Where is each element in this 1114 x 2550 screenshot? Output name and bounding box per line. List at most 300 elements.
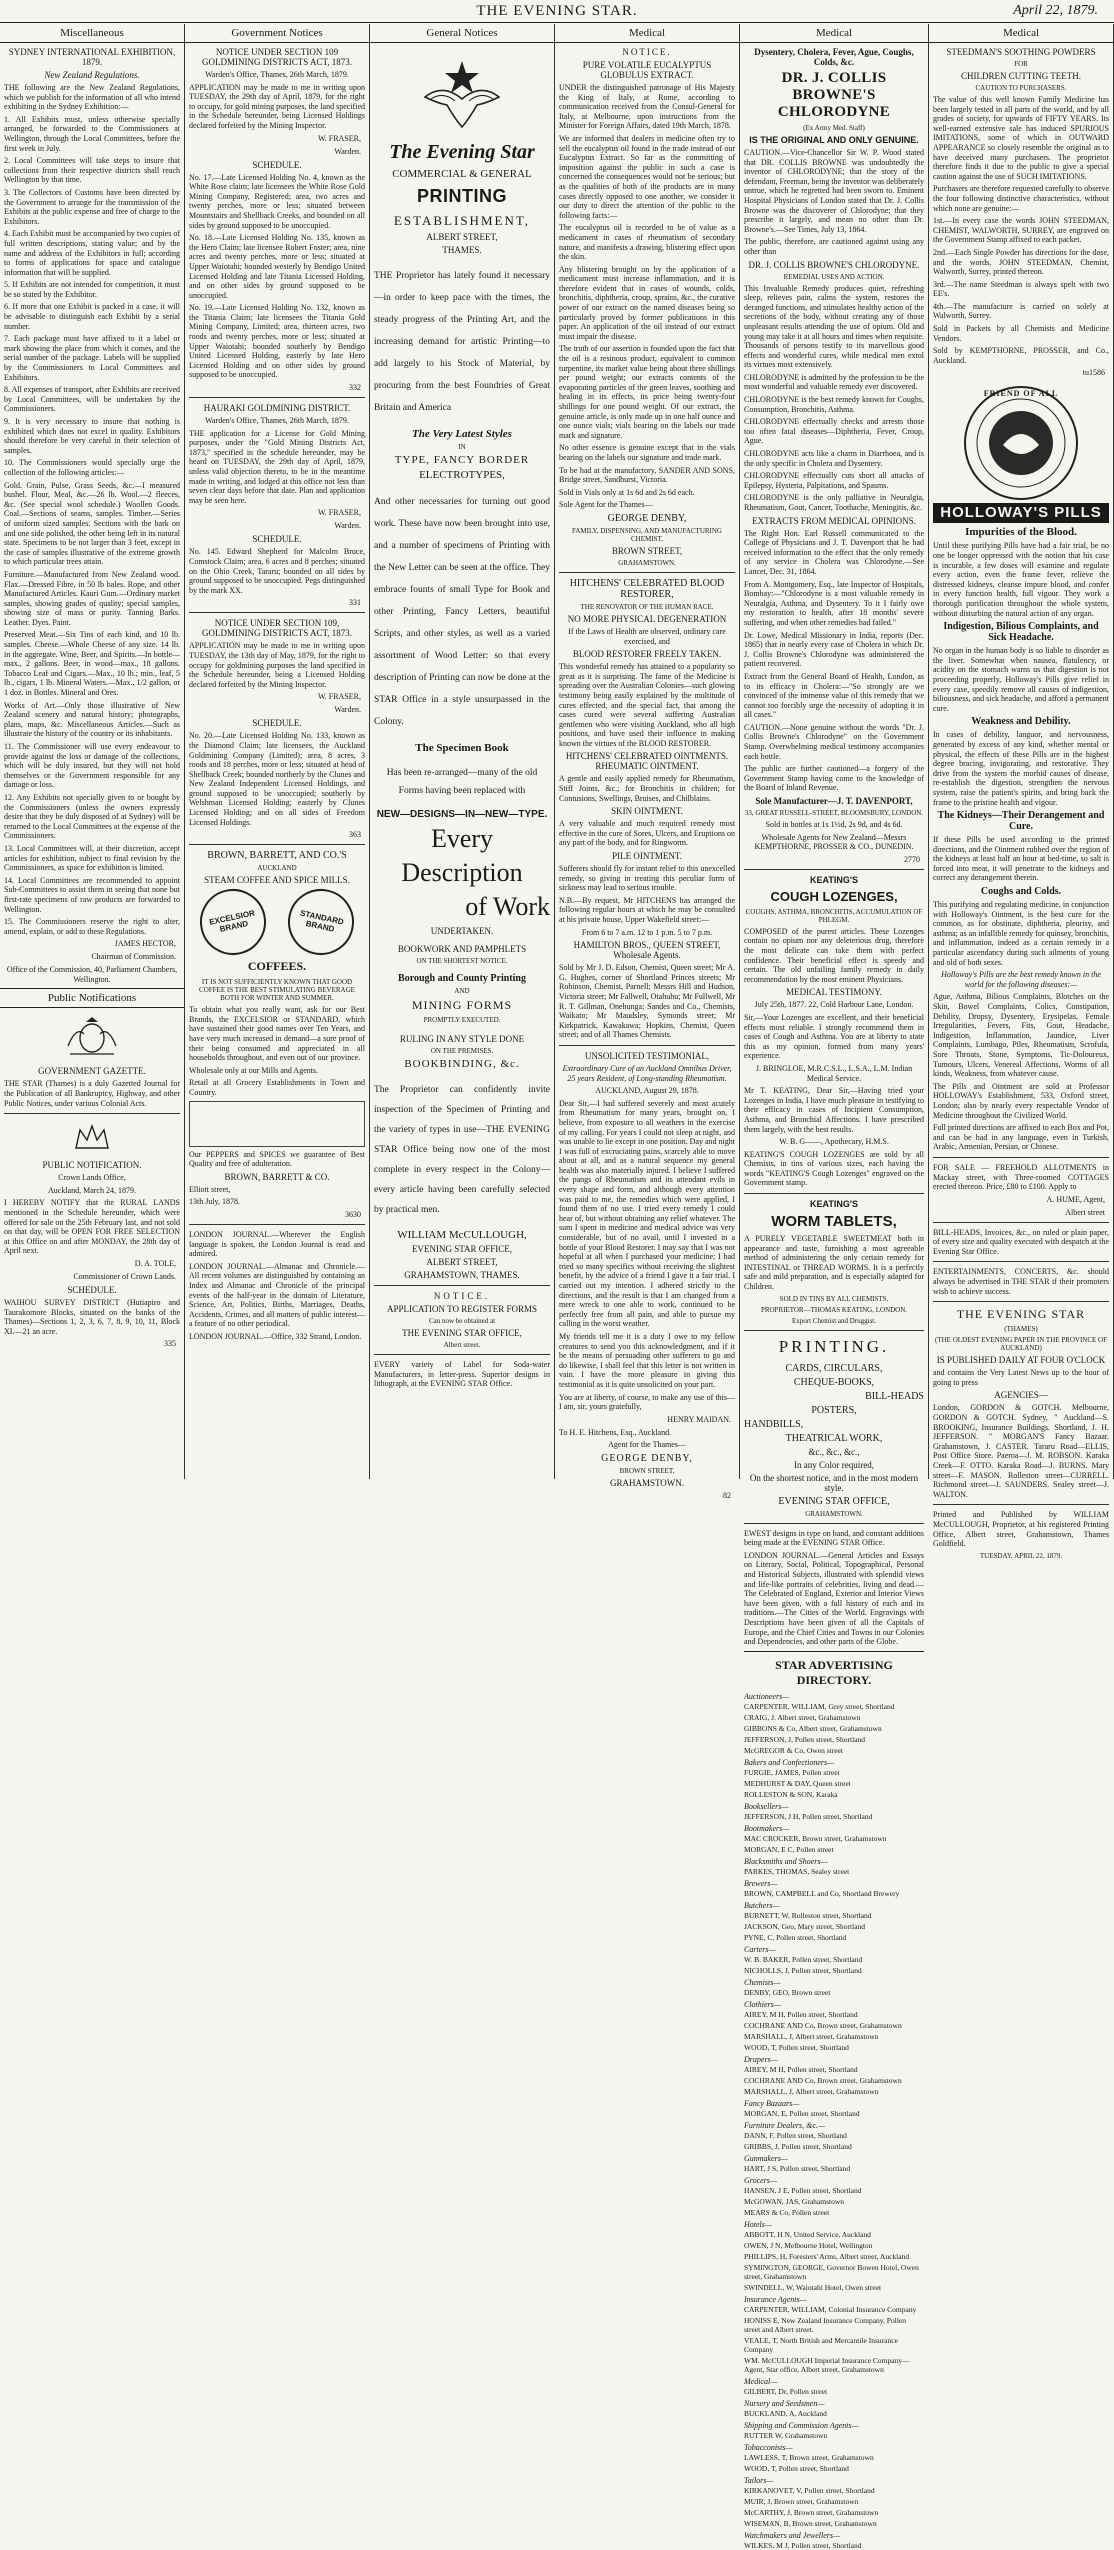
article-subheading: STEAM COFFEE AND SPICE MILLS. [204,875,350,886]
paragraph: Mr T. KEATING, Dear Sir,—Having tried your Lozenges in India, I have much pleasure in testifying to their efficacy in cases of Incipient Consumption, Asthma, and Bronchial Affections. I have prescribed them largely, with the best results. [744,1086,924,1134]
directory-entry: McGOWAN, JAS, Grahamstown [744,2196,844,2206]
office-line: Warden's Office, Thames, 26th March, 1879. [205,416,349,426]
directory-entry: McGREGOR & Co, Owen street [744,1745,843,1755]
divider [744,869,924,870]
paragraph: KEATING'S COUGH LOZENGES are sold by all Chemists, in tins of various sizes, each having the words "KEATING'S Cough Lozenges" engraved on the Government stamp. [744,1149,924,1188]
heading: Every [430,824,494,853]
paragraph: 4th.—The manufacture is carried on solely at Walworth, Surrey. [933,301,1109,321]
paragraph: CHLORODYNE effectually cuts short all attacks of Epilepsy, Hysteria, Palpitations, and Spasms. [744,471,924,490]
article-subheading: COUGHS, ASTHMA, BRONCHITIS, ACCUMULATION OF PHLEGM. [745,907,923,924]
paragraph: This wonderful remedy has attained to a popularity so great as it is surprising. The fame of the Medicine is spreading over the Australian Colonies—such glowing testimony being easily explained by the multitude of cures effected, and the special fact, that among the cases cured were several suffering Australian gentlemen who were visiting Auckland, who all high positions, and have used their influence in making known the virtues of the BLOOD RESTORER. [559,662,735,748]
printing-item: POSTERS, [811,1404,857,1416]
signature: Warden. [334,705,361,715]
printing-item: CHEQUE-BOOKS, [793,1376,875,1388]
heading: PROMPTLY EXECUTED. [423,1016,501,1024]
paragraph: Sold by KEMPTHORNE, PROSSER, and Co., Auckland. [933,346,1109,365]
paragraph: Sir,—Your Lozenges are excellent, and their beneficial effects most reliable. I strongly recommend them in cases of Cough and Asthma. You are at liberty to state this as my opinion, formed from many years' experience. [744,1012,924,1061]
paragraph: You are at liberty, of course, to make any use of this—I am, sir, yours gratefully, [559,1392,735,1412]
paragraph: THE application for a License for Gold Mining purposes, under the "Gold Mining Districts Act, 1873," specified in the schedule hereunder, may be heard on TUESDAY, the 29th day of April, 1879, unless valid objection thereto, to be in the meantime made in writing, and lodged at this office not less than seven clear days before that date. Plan and application may be seen here. [189,428,365,505]
divider [933,1261,1109,1262]
directory-entry: GRIBBS, J, Pollen street, Shortland [744,2141,852,2151]
directory-category: Gunmakers— [744,2153,788,2163]
ad-number: 2770 [904,854,920,864]
paragraph: And other necessaries for turning out good work. These have now been brought into use, and a number of specimens of Printing with the New Letter can be seen at the office. They embrace founts of small Type for Book and other Printing, Fancy Letters, beautiful Scripts, and other styles, as well as a varied assortment of Wood Letter: so that every description of Printing can now be done at the STAR Office in a style unsurpassed in the Colony. [374,496,550,727]
paragraph: 11. The Commissioner will use every endeavour to provide against the loss or damage of the collections, which will be duly insured, but they will not hold themselves or the Government responsible for any damage or loss. [4,742,180,790]
paragraph: CHLORODYNE acts like a charm in Diarrhoea, and is the only specific in Cholera and Dysentery. [744,449,924,468]
paragraph: ENTERTAINMENTS, CONCERTS, &c. should always be advertised in THE STAR if their promoters wish to achieve success. [933,1267,1109,1296]
directory-category: Medical— [744,2376,778,2386]
signature: Commissioner of Crown Lands. [73,1272,176,1281]
divider [374,1285,550,1286]
directory-entry: W. B. BAKER, Pollen street, Shortland [744,1954,863,1964]
paragraph: 14. Local Committees are recommended to appoint Sub-Committees to assist them in seeing that none but first-rate specimens of raw products are forwarded to Wellington. [4,875,180,914]
directory-entry: FURGIE, JAMES, Pollen street [744,1767,840,1777]
directory-category: Carters— [744,1944,776,1954]
printing-item: In any Color required, [794,1459,874,1470]
directory-title: STAR ADVERTISING DIRECTORY. [775,1657,893,1687]
article-subheading: If the Laws of Health are observed, ordinary care exercised, and [568,626,726,646]
heading: WILLIAM McCULLOUGH, [397,1229,527,1241]
masthead-title: THE EVENING STAR. [476,3,638,19]
directory-entry: ROLLESTON & SON, Karaka [744,1789,838,1799]
directory-list [744,1692,924,2550]
printing-item: &c., &c., &c., [808,1446,860,1457]
signature: Chairman of Commission. [91,952,176,962]
column-heading: General Notices [370,24,554,43]
schedule-heading: SCHEDULE. [252,534,302,545]
paragraph: No. 18.—Late Licensed Holding No. 135, known as the Hero Claim; late licensee Robert Foster; area, nine acres and twenty perches, more or less; situated at Upper Waiotahi; bounded westerly by Bendigo United Licensed Holding and late Titania Licensed Holding, and on other sides by ground supposed to be unoccupied. [189,233,365,300]
directory-entry: RUTTER W, Grahamstown [744,2430,828,2440]
article-heading: COUGH LOZENGES, [770,888,898,904]
printing-item: THEATRICAL WORK, [785,1432,883,1444]
directory-entry: SWINDELL, W, Waiotahi Hotel, Owen street [744,2282,882,2292]
directory-entry: OWEN, J N, Melbourne Hotel, Wellington [744,2240,873,2250]
article-subheading: REMEDIAL USES AND ACTION. [783,272,885,281]
article-heading: CHILDREN CUTTING TEETH. [960,71,1082,81]
paragraph: 12. Any Exhibits not specially given to or bought by the Commissioners (unless the owners expressly desire that they be duly disposed of at Sydney) will be returned to the Local Committees at the expense of the Commissioners. [4,792,180,841]
article-heading: Weakness and Debility. [971,716,1071,728]
paragraph: BILL-HEADS, Invoices, &c., on ruled or plain paper, of every size and quality executed with despatch at the Evening Star Office. [933,1227,1109,1256]
paragraph: In cases of debility, languor, and nervousness, generated by excess of any kind, whether mental or physical, the effects of these Pills are in the highest degree bracing, invigorating, and restorative. They drive from the system the morbid causes of disease, re-establish the digestion, strengthen the nervous system, raise the patient's spirits, and bring back the frame to the pristine health and vigour. [933,730,1109,807]
schedule-heading: SCHEDULE. [252,718,302,729]
date-line: Auckland, March 24, 1879. [48,1185,136,1195]
heading: BROWN STREET, [611,545,683,556]
signature: J. BRINGLOE, M.R.C.S.L., L.S.A., L.M. Indian Medical Service. [755,1063,913,1083]
divider [933,1301,1109,1302]
column-heading: Miscellaneous [0,24,184,43]
article-subheading: New Zealand Regulations. [44,70,140,80]
seal-emblem-icon [961,383,1081,503]
article-subheading: IT IS NOT SUFFICIENTLY KNOWN THAT GOOD COFFEE IS THE BEST STIMULATING BEVERAGE BOTH FOR WINTER AND SUMMER. [199,978,355,1003]
directory-category: Tailors— [744,2475,774,2485]
directory-entry: PYNE, C, Pollen street, Shortland [744,1932,847,1942]
directory-entry: MORGAN, E, Pollen street, Shortland [744,2108,860,2118]
directory-entry: VEALE, T, North British and Mercantile Insurance Company [744,2335,898,2354]
paragraph: COMPOSED of the purest articles. These Lozenges contain no opium nor any deleterious drug, therefore the most delicate can take them with perfect confidence. Their beneficial effect is speedy and certain. The old unfailing family remedy in daily recommendation by the most eminent Physicians. [744,926,924,984]
directory-category: Brewers— [744,1878,778,1888]
article-heading: BROWN, BARRETT, AND CO.'S [207,850,347,862]
divider [933,1157,1109,1158]
heading: PRINTING [416,186,507,206]
paragraph: The truth of our assertion is founded upon the fact that the oil is a resinous product, equivalent to common turpentine, its market value being about three shillings per pound weight; our extracts contents of the evaporating particles of the green leaves, soothing and healing in its effects, its price being twenty-four shillings for one pound weight. Of our extract, the genuine article, is only made up in one half ounce and one ounce vials; vials bearing on the labels our trade mark and signature. [559,344,735,440]
article-heading: THE EVENING STAR [956,1307,1086,1322]
directory-category: Tobacconists— [744,2442,793,2452]
price-line: Sold in bottles at 1s 1½d, 2s 9d, and 4s 6d. [765,820,903,830]
directory-entry: MORGAN, E C, Pollen street [744,1844,834,1854]
paragraph: 7. Each package must have affixed to it a label or mark showing the place from which it comes, and the serial number of the package. Labels will be supplied by the Commissioners to Local Committees and Exhibitors. [4,334,180,382]
signature: W. FRASER, [317,133,361,143]
article-heading: HAURAKI GOLDMINING DISTRICT. [203,403,351,414]
crown-icon [72,1122,112,1152]
column-heading: Medical [929,24,1113,43]
article-heading: NO MORE PHYSICAL DEGENERATION [567,613,727,624]
ad-number: 3630 [345,1209,361,1219]
article-heading: BLOOD RESTORER FREELY TAKEN. [572,649,722,660]
directory-category: Clothiers— [744,1999,781,2009]
ad-number: 335 [164,1339,176,1349]
paragraph: No. 17.—Late Licensed Holding No. 4, known as the White Rose claim; late licensees the White Rose Gold Mining Company, Registered; area, two acres and twenty perches, more or less; situated between Mountstairs and Shellback Creeks, and bounded on all sides by ground supposed to be unoccupied. [189,172,365,230]
paragraph: CAUTION.—Vice-Chancellor Sir W. P. Wood stated that DR. COLLIS BROWNE was undoubtedly the inventor of CHLORODYNE; that the story of the defendant, Freeman, being the inventor was deliberately untrue, which he regretted had been sworn to. Eminent Hospital Physicians of London stated that Dr. J. Collis Browne was the discoverer of Chlorodyne; that they prescribe it largely, and mean no other than Dr. Browne's.—See Times, July 13, 1864. [744,148,924,234]
article-heading: UNSOLICITED TESTIMONIAL, [584,1050,710,1061]
divider [744,1523,924,1524]
paragraph: LONDON JOURNAL.—Almanac and Chronicle.—All recent volumes are distinguished by containing an Index and Almanac and Chronicle of the principal events of the half-year in the domain of Literature, Science, Art, Politics, Births, Marriages, Deaths, Accidents, Crimes, and all matters of public interest—a feature of no other periodical. [189,1261,365,1329]
article-heading: IS THE ORIGINAL AND ONLY GENUINE. [749,135,919,145]
article-heading: HAMILTON BROS., QUEEN STREET, Wholesale Agents. [573,940,721,961]
article-heading: The Kidneys—Their Derangement and Cure. [937,810,1105,833]
paragraph: 6. If more that one Exhibit is packed in a case, it will be advisable to distinguish each Exhibit by a serial number. [4,302,180,331]
date-line: 13th July, 1878. [189,1197,241,1207]
directory-entry: JEFFERSON, J, Pollen street, Shortland [744,1734,866,1744]
directory-entry: MUIR, J, Brown street, Grahamstown [744,2496,859,2506]
directory-entry: CARPENTER, WILLIAM, Colonial Insurance Company [744,2304,917,2314]
paragraph: No. 145. Edward Shepherd for Malcolm Bruce, Comstock Claim; area, 6 acres and 8 perches; situated on the Ohio Creek, Tararu; bounded on all sides by ground supposed to be unoccupied. Pegs distinguished by the mark XX. [189,547,365,595]
directory-entry: WILKES, M J, Pollen street, Shortland [744,2540,862,2550]
column-medical-2 [740,24,929,2550]
signature: Albert street [1065,1207,1105,1217]
directory-entry: COCHRANE AND Co, Brown street, Grahamstown [744,2020,902,2030]
paragraph: Preserved Meat.—Six Tins of each kind, and 10 lb. samples. Cheese.—Whole Cheese of any size. 14 lb. in the aggregate. Wine, Beer, and Spirits.—In bottle—max., 2 gallons. Beer, in wood—max., 18 gallons. Tobacco Leaf and Cigars.—Max., 10 lb.; min., leaf, 5 lb., cigars, 1 lb. Mineral Waters.—Max., 1/2 gallon, or 1 doz. in Bottles. Mineral and Ores. [4,630,180,698]
article-heading: HITCHENS' CELEBRATED BLOOD RESTORER, [569,577,725,600]
article-heading: WORM TABLETS, [771,1213,897,1231]
paragraph: If these Pills be used according to the printed directions, and the Ointment rubbed over the region of the kidneys at least half an hour at bed-time, so salt is forced into meat, it will penetrate to the kidneys and correct any derangement therein. [933,835,1109,883]
signature: JAMES HECTOR, [114,939,176,949]
agent-line: Sole Agent for the Thames— [559,500,653,510]
paragraph: Any blistering brought on by the application of a medicament must increase inflammation, and it is therefore evident that in cases of wounds, colds, bronchitis, diphtheria, croup, sprains, &c., the curative power of our extract on the named diseases being so particularly proved by former publications in this paper. An application of the oil instead of our extract must impair the disease. [559,264,735,341]
column-heading: Medical [555,24,739,43]
masthead-date: April 22, 1879. [1013,3,1098,18]
paragraph: CHLORODYNE effectually checks and arrests those too often fatal diseases—Diphtheria, Fever, Croup, Ague. [744,417,924,446]
paragraph: Sufferers should fly for instant relief to this unexcelled remedy, so giving in treating this peculiar form of sickness may lead to serious trouble. [559,864,735,893]
paragraph: N.B.—By request, Mr HITCHENS has arranged the following regular hours at which he may be consulted at his private house, Upper Wakefield street:— [559,895,735,924]
signature: W. B. G——, Apothecary, H.M.S. [779,1137,889,1147]
signature: Warden. [334,521,361,531]
heading: NOTICE. [433,1291,491,1301]
directory-entry: NICHOLLS, J, Pollen street, Shortland [744,1965,862,1975]
heading: ESTABLISHMENT, [393,213,531,228]
eagle-star-emblem-icon [417,53,507,133]
signature: W. FRASER, [317,508,361,518]
directory-category: Furniture Dealers, &c.— [744,2120,826,2130]
article-subheading: (THAMES) [1004,1325,1038,1334]
paragraph: The public, therefore, are cautioned against using any other than [744,237,924,256]
heading: ELECTROTYPES, [419,469,505,481]
directory-entry: GIBBONS & Co, Albert street, Grahamstown [744,1723,882,1733]
paragraph: Furniture.—Manufactured from New Zealand wood. Flax.—Dressed Fibre, in 50 lb bales. Rope, and other Manufactured Articles. Kauri Gum.—Ordinary market samples, showing grades of quality; special samples, showing size of mass or purity. Tanning Barks. Leather. Dyes. Paint. [4,569,180,627]
paragraph: Sold in Vials only at 1s 6d and 2s 6d each. [559,487,695,497]
paragraph: No. 19.—Late Licensed Holding No. 132, known as the Titania Claim; late licensees the Titania Gold Mining Company, Limited; area, thirteen acres, two roods and twenty perches, more or less; situated at Upper Waiotahi; bounded southerly by Bendigo United Licensed Holding, easterly by late Hero Licensed Holding and on other sides by ground supposed to be unoccupied. [189,303,365,380]
divider [189,612,365,613]
directory-entry: JEFFERSON, J H, Pollen street, Shortland [744,1811,873,1821]
directory-entry: SYMINGTON, GEORGE, Governor Bowen Hotel, Owen street, Grahamstown [744,2262,919,2281]
directory-entry: DANN, F, Pollen street, Shortland [744,2130,847,2140]
paragraph: Until these purifying Pills have had a fair trial, be no one be longer oppressed with the notion that his case is incurable, a few doses will examine and regulate every action, even the frame fever, relieve the distressed kidneys, cleanse impure blood, and confer in every function health, full vigour. They work a thorough purification throughout the whole system, without disturbing the natural action of any organ. [933,541,1109,618]
heading: ON THE PREMISES. [430,1047,494,1055]
heading: BROWN STREET, [619,1466,675,1475]
paragraph: 1. All Exhibits must, unless otherwise specially arranged, be forwarded to the Commissioners at Wellington, through the Local Committees, before the first week in July. [4,114,180,153]
paragraph: The eucalyptus oil is recorded to be of value as a medicament in cases of rheumatism of secondary nature, and manifests a drawing, blistering effect upon the skin. [559,223,735,262]
paragraph: 3. The Collectors of Customs have been directed by the Government to arrange for the transmission of the Exhibits at the public expense and free of charge to the Exhibitors. [4,187,180,226]
paragraph: The Right Hon. Earl Russell communicated to the College of Physicians and J. T. Davenport that he had received information to the effect that the only remedy of any service in Cholera was Chlorodyne.—See Lancet, Dec. 31, 1864. [744,528,924,576]
seal-text: FRIEND OF ALL [983,389,1059,399]
paragraph: Wholesale only at our Mills and Agents. [189,1065,319,1075]
directory-category: Auctioneers— [744,1691,790,1701]
divider [559,1045,735,1046]
paragraph: The value of this well known Family Medicine has been largely tested in all parts of the world, and by all grades of society, for upwards of FIFTY YEARS. Its well-earned extensive sale has induced SPURIOUS IMITATIONS, some of which in OUTWARD APPEARANCE so closely resemble the original as to have deceived many purchasers. The proprietor therefore finds it due to the public to give a special caution against the use of SUCH IMITATIONS. [933,95,1109,181]
divider [189,1224,365,1225]
article-heading: NOTICE UNDER SECTION 109, GOLDMINING DISTRICTS ACT, 1873. [201,618,353,639]
paragraph: THE Proprietor has lately found it necessary—in order to keep pace with the times, the steady progress of the Printing Art, and the increasing demand for artistic Printing—to add largely to his Stock of Material, by procuring from the best Foundries of Great Britain and America [374,270,550,413]
article-heading: GOVERNMENT GAZETTE. [38,1066,146,1077]
paragraph: 13. Local Committees will, at their discretion, accept articles for exhibition, subject to final revision by the Commissioners, as space for exhibition is limited. [4,843,180,873]
date-line: July 25th, 1877. 22, Cold Harbour Lane, London. [754,1000,914,1010]
directory-entry: MAC CROCKER, Brown street, Grahamstown [744,1833,887,1843]
paragraph: 1st.—In every case the words JOHN STEEDMAN, CHEMIST, WALWORTH, SURREY, are engraved on the Government Stamp affixed to each packet. [933,216,1109,245]
ad-number: tu1586 [1082,368,1105,378]
paragraph: EWEST designs in type on hand, and constant additions being made at the EVENING STAR Office. [744,1528,924,1548]
paragraph: Retail at all Grocery Establishments in Town and Country. [189,1078,365,1097]
directory-entry: JACKSON, Geo, Mary street, Shortland [744,1921,866,1931]
coat-of-arms-icon [62,1016,122,1058]
directory-entry: HART, J S, Pollen street, Shortland [744,2163,851,2173]
article-heading: PUBLIC NOTIFICATION. [42,1160,142,1171]
paragraph: Dear Sir,—I had suffered severely and most acutely from Rheumatism for many years, brought on, I believe, from exposure to all weathers in the exercise of my calling. For years I could not sleep at night, and was unable to lie except in one position. Day and night I was full of excruciating pains, scarcely able to move about at all, and as a natural sequence my general health was also materially injured. I believe I suffered the pangs of Rheumatism and its attendant evils in every shape and form, and although every attention was paid to me, the remedies which were applied, I found them of no use. I tried every remedy I could hear of, but without obtaining any relief whatever. The sum I spent in medicine and medical advice was very considerable, but of no avail, until I invested in a bottle of your Blood Restorer. I may say that I was not hopeful at all when I purchased your medicine; I had tried so many specifics without receiving the slightest benefit, by the advice of a friend I gave it a fair trial. I carried out my intention. I adhered strictly to the directions, and the result is that I am changed from a mere wreck to one able to work, continued to be perfectly free from all pain, and able to pursue my calling in the worst weather. [559,1098,735,1329]
heading: The Specimen Book [415,742,509,754]
directory-category: Drapers— [744,2054,778,2064]
imprint-date: TUESDAY, APRIL 22, 1879. [979,1551,1063,1560]
heading: Albert street. [443,1341,481,1349]
directory-entry: AIREY, M H, Pollen street, Shortland [744,2009,858,2019]
paragraph: This purifying and regulating medicine, in conjunction with Holloway's Ointment, is the best cure for the common, as for obstinate, diphtheria, pleurisy, and asthma; as an infallible remedy for quinsey, bronchitis, and inflammation, indeed as a certain remedy in a particular ascendancy during such ailments of young and old of both sexes. [933,900,1109,967]
article-heading: KEATING'S [810,874,858,885]
signature: HENRY MAIDAN. [667,1414,731,1424]
directory-entry: WOOD, T, Pollen street, Shortland [744,2042,849,2052]
article-heading: IS PUBLISHED DAILY AT FOUR O'CLOCK [936,1355,1106,1366]
heading: Borough and County Printing [398,973,526,984]
signature: D. A. TOLE, [134,1259,176,1268]
directory-entry: WM. McCULLOUGH Imperial Insurance Company—Agent, Star office, Albert street, Grahamstown [744,2355,910,2374]
article-heading: NOTICE UNDER SECTION 109 GOLDMINING DISTRICTS ACT, 1873. [201,47,353,67]
divider [744,1330,924,1331]
article-heading: COFFEES. [247,959,307,974]
article-heading: EXTRACTS FROM MEDICAL OPINIONS. [752,515,916,526]
heading: Description [401,858,523,887]
directory-category: Bootmakers— [744,1823,790,1833]
paragraph: The Proprietor can confidently invite inspection of the Specimen of Printing and the variety of types in use—THE EVENING STAR Office being now one of the most complete in every respect in the Colony—every article having been carefully selected by practical men. [374,1084,550,1215]
date-line: AUCKLAND, August 29, 1878. [595,1086,699,1096]
paragraph: CHLORODYNE is the only palliative in Neuralgia, Rheumatism, Gout, Cancer, Toothache, Meningitis, &c. [744,493,924,512]
heading: GRAHAMSTOWN. [609,1477,685,1488]
ad-number: 331 [349,598,361,608]
divider [559,572,735,573]
signature: BROWN, BARRETT & CO. [224,1171,330,1182]
paragraph: I HEREBY NOTIFY that the RURAL LANDS mentioned in the Schedule hereunder, which were offered for sale on the 25th February last, and not sold on that day, will be OPEN FOR FREE SELECTION at this Office on and after MONDAY, the 28th day of April next. [4,1198,180,1256]
chlorodyne-title: DR. J. COLLIS BROWNE'S CHLORODYNE [777,70,891,120]
heading: RULING IN ANY STYLE DONE [399,1034,525,1044]
paragraph: Sold in Packets by all Chemists and Medicine Vendors. [933,324,1109,343]
paragraph: WAIHOU SURVEY DISTRICT (Hutiapiro and Taurakomore Blocks, situated on the banks of the Thames)—Sections 1, 2, 3, 6, 7, 8, 9, 10, 11, Block XI.—21 an acre. [4,1298,180,1336]
paragraph: Gold. Grain, Pulse, Grass Seeds, &c.—I measured bushel. Flour, Meal, &c.—26 lb. Wool.—2 fleeces, &c. (See special wool schedule.) Woollen Goods. Coal.—Sections of seams, samples. Timber.—Series of uniform sized samples. Sections with the bark on and one side polished, the other being left in its natural state. Specimens to be not larger than 3 feet, except in the case of samples illustrative of the extreme growth to which particular trees attain. [4,480,180,567]
proprietor-line: PROPRIETOR—THOMAS KEATING, LONDON. [760,1305,908,1314]
heading: APPLICATION TO REGISTER FORMS [387,1304,537,1314]
star-advertising-directory [744,1651,924,2550]
article-heading: PURE VOLATILE EUCALYPTUS GLOBULUS EXTRACT. [582,60,712,80]
article-heading: SKIN OINTMENT. [611,806,683,817]
paragraph: To be had at the manufactory, SANDER AND SONS, Bridge street, Sandhurst, Victoria. [559,465,735,485]
ad-number: 332 [349,383,361,393]
article-subheading: (Ex Army Med. Staff) [803,124,865,132]
signature: Warden. [334,146,361,156]
column-heading: Medical [740,24,928,43]
article-heading: HITCHENS' CELEBRATED OINTMENTS. RHEUMATIC OINTMENT. [565,751,729,772]
section-heading: Public Notifications [0,988,184,1008]
paragraph: Dr. Lowe, Medical Missionary in India, reports (Dec. 1865) that in nearly every case of Cholera in which Dr. J. Collis Browne's Chlorodyne was administered the patient recovered. [744,630,924,669]
paragraph: FOR SALE — FREEHOLD ALLOTMENTS in Mackay street, with Three-roomed COTTAGES erected thereon. Price, £80 to £100. Apply to [933,1162,1109,1192]
paragraph: 5. If Exhibits are not intended for competition, it must be so stated by the Exhibitor. [4,280,180,299]
heading: ON THE SHORTEST NOTICE. [416,957,508,965]
schedule-heading: SCHEDULE. [67,1285,117,1295]
paragraph: Has been re-arranged—many of the old Forms having been replaced with [386,767,538,796]
directory-entry: PHILLIPS, H, Foresters' Arms, Albert street, Auckland [744,2251,910,2261]
directory-entry: KIRKANOVET, V, Pollen street, Shortland [744,2485,875,2495]
paragraph: APPLICATION may be made to me in writing upon TUESDAY, the 29th day of April, 1879, for the right to occupy, for gold mining purposes, the land specified in the Schedule hereunder, being Licensed Holdings declared forfeited by the Mining Inspector. [189,82,365,130]
printing-item: BILL-HEADS [865,1390,924,1402]
printing-item: On the shortest notice, and in the most modern style. [749,1472,919,1493]
paragraph: LONDON JOURNAL.—Office, 332 Strand, London. [189,1331,362,1341]
printing-item: EVENING STAR OFFICE, [778,1495,890,1507]
signature: A. HUME, Agent, [1046,1194,1105,1204]
brand-badges [189,889,365,955]
paragraph: UNDER the distinguished patronage of His Majesty the King of Italy, at Rome, according to communication received from the Consul-General for Italy, at Melbourne, upon instructions from the Minister for Foreign Affairs, dated 19th March, 1878. [559,83,735,131]
excelsior-brand-badge: EXCELSIOR BRAND [194,883,272,961]
paragraph: 2. Local Committees will take steps to insure that collections from their respective districts shall reach Wellington by that time. [4,156,180,185]
imprint: Printed and Published by WILLIAM McCULLOUGH, Proprietor, at his registered Printing Office, Albert street, Grahamstown, Thames Goldfield. [933,1510,1109,1549]
heading: FAMILY, DISPENSING, AND MANUFACTURING CHEMIST, [571,526,722,543]
heading: ALBERT STREET, [426,1257,498,1267]
paragraph: Extract from the General Board of Health, London, as to its efficacy in Cholera:—"So strongly are we convinced of the immense value of this remedy that we cannot too forcibly urge the necessity of adopting it in all cases." [744,671,924,720]
paragraph: 4. Each Exhibit must be accompanied by two copies of full written descriptions, stating value; and by the name and address of the Exhibitors in full; according to forms of applications for space and catalogue information that will be supplied. [4,229,180,277]
column-general-notices [370,24,555,1479]
directory-entry: MEDHURST & DAY, Queen street [744,1778,851,1788]
article-heading: Coughs and Colds. [980,886,1062,898]
directory-entry: CRAIG, J. Albert street, Grahamstown [744,1712,861,1722]
directory-category: Butchers— [744,1900,780,1910]
address: 33, GREAT RUSSELL-STREET, BLOOMSBURY, LONDON. [744,809,924,818]
directory-category: Blacksmiths and Shoers— [744,1856,828,1866]
paragraph: Works of Art.—Only those illustrative of New Zealand scenery and natural history; photographs, plans, maps, &c. Miscellaneous Articles.—Such as illustrate the history of the country or its inhabitants. [4,700,180,739]
directory-entry: MARSHALL, J, Albert street, Grahamstown [744,2031,879,2041]
paragraph: LONDON JOURNAL.—Wherever the English language is spoken, the London Journal is read and admired. [189,1229,365,1259]
article-heading: Indigestion, Bilious Complaints, and Sick Headache. [943,621,1099,644]
address: Office of the Commission, 40, Parliament Chambers, Wellington. [6,965,178,984]
paragraph: 10. The Commissioners would specially urge the collection of the following articles:— [4,458,180,477]
directory-category: Chemists— [744,1977,781,1987]
agent-line: Wholesale Agents for New Zealand—Messrs KEMPTHORNE, PROSSER & CO., DUNEDIN. [754,832,914,852]
paragraph: From A. Montgomery, Esq., late Inspector of Hospitals, Bombay:—"Chlorodyne is a most valuable remedy in Neuralgia, Asthma, and Dysentery. To it I fairly owe my restoration to health, after 18 months' severe suffering, and when other remedies had failed." [744,579,924,627]
directory-entry: DENBY, GEO, Brown street [744,1987,831,1997]
directory-entry: MEARS & Co, Pollen street [744,2207,830,2217]
heading: BOOKBINDING, &c. [404,1058,520,1070]
paragraph: Our PEPPERS and SPICES we guarantee of Best Quality and free of adulteration. [189,1149,365,1169]
divider [933,1504,1109,1505]
heading: GRAHAMSTOWN. [618,558,676,567]
divider [189,397,365,398]
paragraph: EVERY variety of Label for Soda-water Manufacturers, in letter-press. Superior designs in lithograph, at the EVENING STAR Office. [374,1360,550,1389]
article-heading: Dysentery, Cholera, Fever, Ague, Coughs, Colds, &c. [754,47,914,67]
directory-entry: LAWLESS, T, Brown street, Grahamstown [744,2452,874,2462]
article-heading: Sole Manufacturer—J. T. DAVENPORT, [755,796,913,807]
address: ALBERT STREET, [426,232,498,242]
paragraph: My friends tell me it is a duty I owe to my fellow creatures to send you this acknowledgment, and if it be the means of persuading other sufferers to go and do likewise, I shall feel that this letter is not written in vain. I have the more pleasure in giving this testimonial as it is quite unsolicited on your part. [559,1331,735,1389]
paragraph: CAUTION.—None genuine without the words "Dr. J. Collis Browne's Chlorodyne" on the Government Stamp. Overwhelming medical testimony accompanies each bottle. [744,722,924,761]
paragraph: CHLORODYNE is the best remedy known for Coughs, Consumption, Bronchitis, Asthma. [744,395,924,414]
directory-category: Watchmakers and Jewellers— [744,2530,841,2540]
paragraph: Holloway's Pills are the best remedy known in the world for the following diseases:— [941,970,1101,989]
divider [933,1222,1109,1223]
standard-brand-badge: STANDARD BRAND [282,883,360,961]
heading: EVENING STAR OFFICE, [411,1244,513,1254]
article-heading: PILE OINTMENT. [612,851,682,862]
directory-entry: COCHRANE AND Co, Brown street, Grahamstown [744,2075,902,2085]
office-line: Crown Lands Office, [58,1173,126,1183]
article-heading: Impurities of the Blood. [965,526,1077,539]
column-government-notices [185,24,370,1479]
paragraph: The public are further cautioned—a forgery of the Government Stamp having come to the knowledge of the Board of Inland Revenue. [744,764,924,793]
article-heading: DR. J. COLLIS BROWNE'S CHLORODYNE. [748,259,920,270]
office-line: Warden's Office, Thames, 26th March, 1879. [205,70,349,79]
consulting-hours: From 6 to 7 a.m. 12 to 1 p.m. 5 to 7 p.m. [581,927,713,937]
paragraph: We are informed that dealers in medicine often try to sell the eucalyptus oil found in the trade instead of our Eucalyptus Extract. So far as the committing of imposition against the public in such a case is concerned the consequences would not be serious; but as the qualities of both of the products are in many cases directly opposed to one another, we consider it our duty to direct the attention of the public to the following facts:— [559,133,735,220]
paragraph: Full printed directions are affixed to each Box and Pot, and can be had in any language, even in Turkish, Arabic, Armenian, Persian, or Chinese. [933,1123,1109,1152]
divider [189,844,365,845]
masthead [0,0,1114,23]
address: Elliott street, [189,1184,231,1194]
addressee: To H. E. Hitchens, Esq., Auckland. [559,1427,672,1437]
address: THAMES. [442,245,482,255]
directory-entry: WISEMAN, B, Brown street, Grahamstown [744,2518,877,2528]
heading: THE EVENING STAR OFFICE, [402,1328,522,1338]
paragraph: 15. The Commissioners reserve the right to alter, amend, explain, or add to these Regulations. [4,917,180,936]
paragraph: To obtain what you really want, ask for our Best Brands, the EXCELSIOR or STANDARD, which have sustained their good names over Ten Years, and have very much increased in demand—a sure proof of their being consumed and appreciated in all households throughout, and even out of our province. [189,1005,365,1063]
directory-entry: GILBERT, Dr, Pollen street [744,2386,828,2396]
column-heading: Government Notices [185,24,369,43]
heading: TYPE, FANCY BORDER [394,454,530,466]
article-heading: AGENCIES— [994,1390,1048,1401]
paragraph: 8. All expenses of transport, after Exhibits are received by Local Committees, will be undertaken by the Commissioners. [4,385,180,414]
ad-number: 363 [349,830,361,840]
directory-category: Grocers— [744,2175,778,2185]
paragraph: LONDON JOURNAL.—General Articles and Essays on Literary, Social, Political, Topographical, Personal and Historical Subjects, illustrated with splendid views and life-like portraits of celebrities, living and dead.—The Celebrated of England, Exterior and Interior Views have been given, with a full history of each and its traditions.—The Cities of the World. Engravings with Descriptions have been given of all the Capitals of Europe, and the Chief Cities and Towns in our Colonies and Dependencies, and other parts of the Globe. [744,1550,924,1647]
agent-line: Agent for the Thames— [608,1440,686,1450]
